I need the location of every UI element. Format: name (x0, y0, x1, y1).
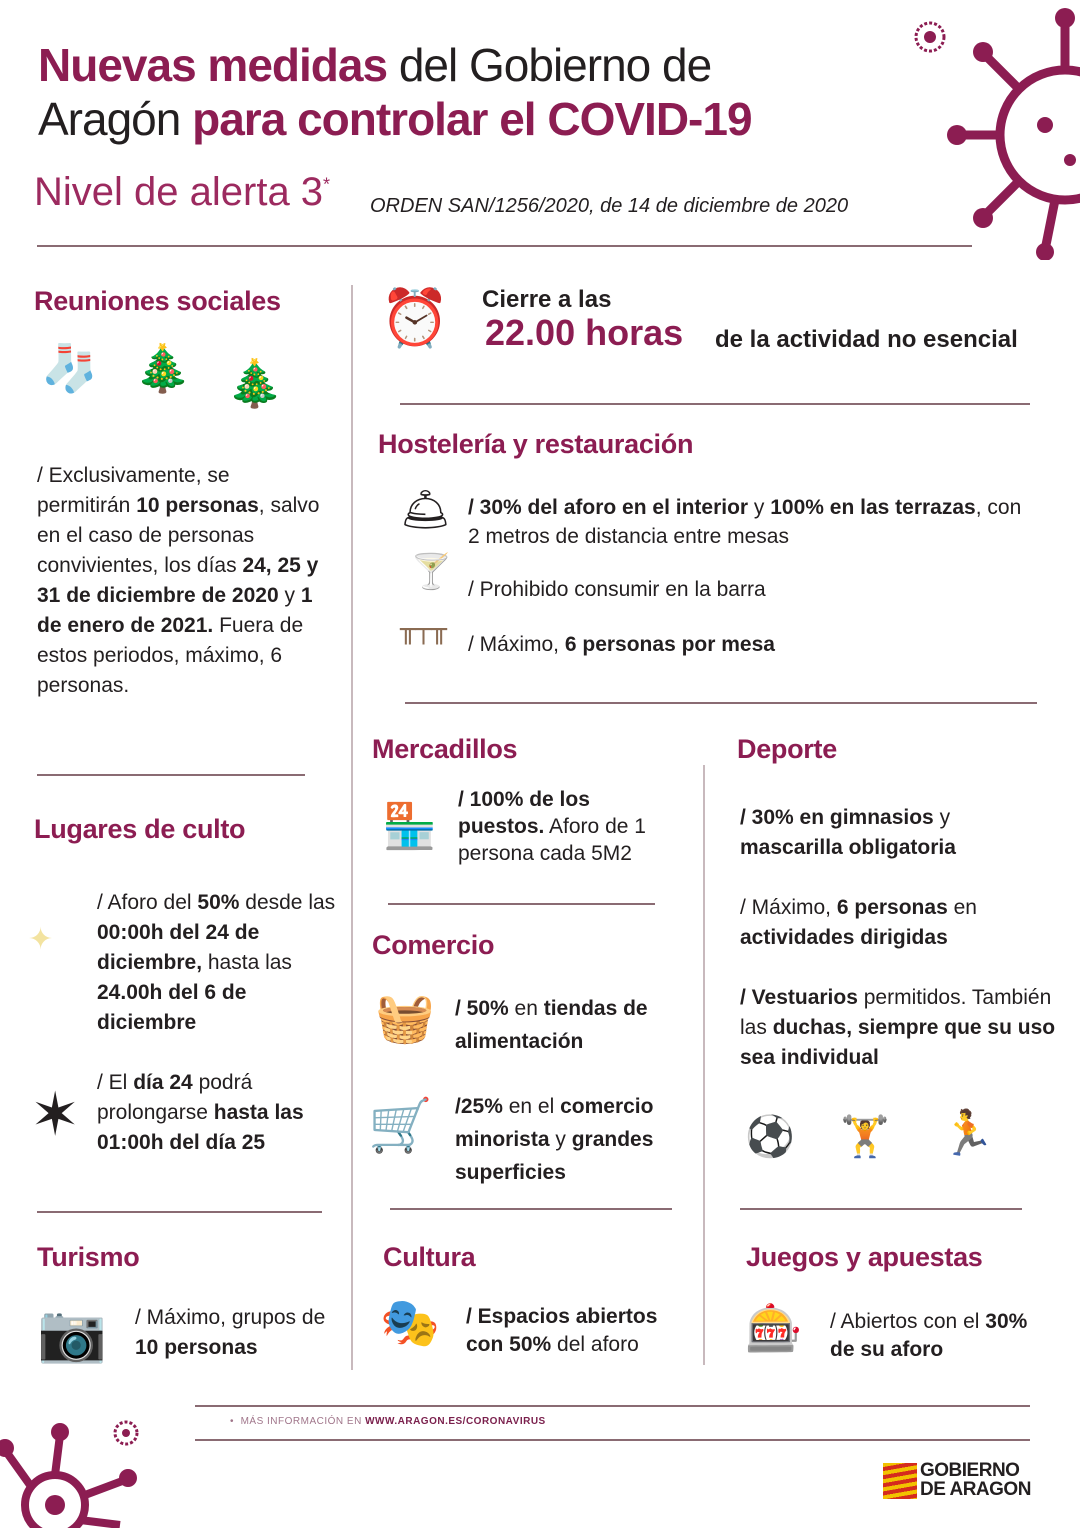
cierre-time: 22.00 horas (485, 312, 684, 353)
text-segment: desde las (239, 891, 336, 914)
stocking-icon: 🧦 (41, 342, 99, 394)
more-info: • MÁS INFORMACIÓN EN WWW.ARAGON.ES/CORONAVIRUS (230, 1416, 546, 1427)
divider (37, 1211, 322, 1213)
divider (37, 245, 972, 247)
text-segment: / Máximo, (468, 633, 565, 656)
text-segment: permitidos. También las (740, 986, 1052, 1039)
text-segment: podrá prolongarse (97, 1071, 253, 1124)
text-segment: /25% (455, 1095, 503, 1118)
christmas-tree-icon: 🎄 (134, 342, 192, 394)
weightlifter-icon: 🏋 (840, 1115, 890, 1159)
comercio-item (455, 992, 695, 1058)
alert-footnote-mark: * (323, 174, 331, 195)
text-segment: hasta las (202, 951, 292, 974)
text-segment: Nuevas medidas (38, 39, 388, 91)
culto-text-1 (97, 888, 347, 1038)
mercadillos-title: Mercadillos (372, 734, 518, 764)
text-segment: , con 2 metros de distancia entre mesas (468, 496, 1022, 548)
text-segment: 10 personas (136, 494, 259, 517)
text-segment: Aragón (38, 93, 193, 145)
text-segment: y (278, 584, 301, 607)
text-segment: 6 personas (836, 896, 948, 919)
camera-icon: 📷 (37, 1301, 107, 1364)
deporte-title: Deporte (737, 734, 837, 764)
deporte-item (740, 983, 1060, 1073)
divider (400, 403, 1030, 405)
text-segment: 24.00h del 6 de diciembre (97, 981, 247, 1034)
poker-chips-icon: 🎰 (745, 1302, 803, 1354)
title-line-1 (38, 38, 752, 92)
text-segment: / 30% en gimnasios (740, 806, 934, 829)
comercio-title: Comercio (372, 930, 495, 960)
sparkle-icon: ✦ (28, 923, 54, 956)
hosteleria-title: Hostelería y restauración (378, 429, 694, 459)
text-segment: en (508, 997, 544, 1020)
divider (390, 1208, 672, 1210)
cultura-text (466, 1303, 696, 1359)
column-divider (703, 765, 705, 1365)
aragon-flag-icon (883, 1463, 917, 1499)
small-virus-icon (905, 12, 955, 62)
text-segment: / Prohibido consumir en la barra (468, 578, 766, 601)
text-segment: Aforo de 1 persona cada 5M2 (458, 815, 646, 865)
cierre-line2: de la actividad no esencial (715, 326, 1018, 353)
text-segment: y (748, 496, 771, 519)
soccer-ball-icon: ⚽ (745, 1115, 795, 1159)
text-segment: , salvo en el caso de personas convivientes, los días (37, 494, 320, 577)
hosteleria-item (468, 575, 968, 605)
divider (195, 1405, 1030, 1407)
text-segment: y (933, 806, 951, 829)
ornaments-icon: 🎄 (226, 357, 284, 409)
title-line-2 (38, 92, 752, 146)
text-segment: / Vestuarios (740, 986, 858, 1009)
more-info-label: MÁS INFORMACIÓN EN (240, 1416, 366, 1427)
turismo-title: Turismo (37, 1242, 140, 1272)
text-segment: en (947, 896, 977, 919)
text-segment: / Abiertos con el (830, 1310, 986, 1333)
cultura-title: Cultura (383, 1242, 476, 1272)
text-segment: 6 personas por mesa (564, 633, 775, 656)
text-segment: tiendas de alimentación (455, 997, 648, 1053)
text-segment: y (549, 1128, 572, 1151)
order-reference: ORDEN SAN/1256/2020, de 14 de diciembre de 2020 (370, 195, 849, 217)
comercio-item (455, 1090, 700, 1189)
text-segment: día 24 (133, 1071, 193, 1094)
divider (740, 1208, 1022, 1210)
market-stall-icon: 🏪 (382, 802, 437, 851)
text-segment: 100% en las terrazas (770, 496, 976, 519)
deporte-item (740, 803, 1040, 863)
text-segment: hasta las 01:00h del día 25 (97, 1101, 304, 1154)
hosteleria-item (468, 493, 1038, 551)
text-segment: / Máximo, grupos de (135, 1306, 326, 1329)
text-segment: en el (502, 1095, 561, 1118)
text-segment: / 30% del aforo en el interior (468, 496, 749, 519)
divider (195, 1439, 1030, 1441)
cocktail-icon: 🍸 (410, 553, 453, 591)
text-segment: para controlar el COVID-19 (192, 93, 752, 145)
reuniones-title: Reuniones sociales (34, 286, 281, 316)
text-segment: / Aforo del (97, 891, 198, 914)
text-segment: del aforo (551, 1333, 639, 1356)
hosteleria-item (468, 630, 968, 660)
text-segment: Fuera de estos periodos, máximo, 6 personas. (37, 614, 304, 697)
shopping-cart-icon: 🛒 (368, 1097, 433, 1155)
star-icon: ✶ (30, 1081, 81, 1148)
text-segment: del Gobierno de (387, 39, 712, 91)
small-virus-bottom-icon (108, 1415, 144, 1451)
page-title (38, 38, 752, 146)
text-segment: 10 personas (135, 1336, 258, 1359)
text-segment: mascarilla obligatoria (740, 836, 956, 859)
text-segment: / El (97, 1071, 134, 1094)
divider (388, 903, 655, 905)
culto-text-2 (97, 1068, 337, 1158)
text-segment: 24, 25 y 31 de diciembre de 2020 (37, 554, 319, 607)
logo-line-2: DE ARAGON (920, 1479, 1031, 1500)
text-segment: / Espacios abiertos con 50% (466, 1305, 658, 1356)
text-segment: 30% de su aforo (830, 1310, 1028, 1361)
divider (37, 774, 305, 776)
deporte-item (740, 893, 1040, 953)
text-segment: grandes superficies (455, 1128, 654, 1184)
alarm-clock-icon: ⏰ (380, 286, 450, 349)
culto-title: Lugares de culto (34, 814, 246, 844)
text-segment: / Máximo, (740, 896, 837, 919)
reuniones-text (37, 461, 322, 701)
text-segment: actividades dirigidas (740, 926, 948, 949)
text-segment: duchas, siempre que su uso sea individual (740, 1016, 1056, 1069)
turismo-text (135, 1303, 335, 1363)
juegos-text (830, 1308, 1030, 1364)
table-chairs-icon: ╥┬╥ (400, 615, 447, 645)
cloche-icon: 🛎 (400, 488, 451, 532)
alert-level (34, 170, 330, 215)
more-info-link[interactable]: WWW.ARAGON.ES/CORONAVIRUS (365, 1416, 546, 1427)
logo-line-1: GOBIERNO (920, 1460, 1020, 1481)
mercadillos-text (458, 786, 678, 867)
juegos-title: Juegos y apuestas (746, 1242, 983, 1272)
virus-decoration-icon (945, 0, 1080, 260)
cierre-line1: Cierre a las (482, 286, 612, 313)
gobierno-aragon-logo (920, 1461, 1031, 1499)
alert-level-text: Nivel de alerta 3 (34, 170, 324, 214)
text-segment: 1 de enero de 2021. (37, 584, 313, 637)
grocery-basket-icon: 🧺 (375, 992, 435, 1045)
theater-masks-icon: 🎭 (380, 1297, 440, 1350)
divider (405, 702, 1037, 704)
text-segment: comercio minorista (455, 1095, 654, 1151)
column-divider (351, 285, 353, 1370)
text-segment: 50% (197, 891, 240, 914)
text-segment: 00:00h del 24 de diciembre, (97, 921, 260, 974)
runner-icon: 🏃 (940, 1109, 995, 1158)
text-segment: / 50% (455, 997, 509, 1020)
text-segment: / 100% de los puestos. (458, 788, 590, 838)
text-segment: / Exclusivamente, se permitirán (37, 464, 230, 517)
